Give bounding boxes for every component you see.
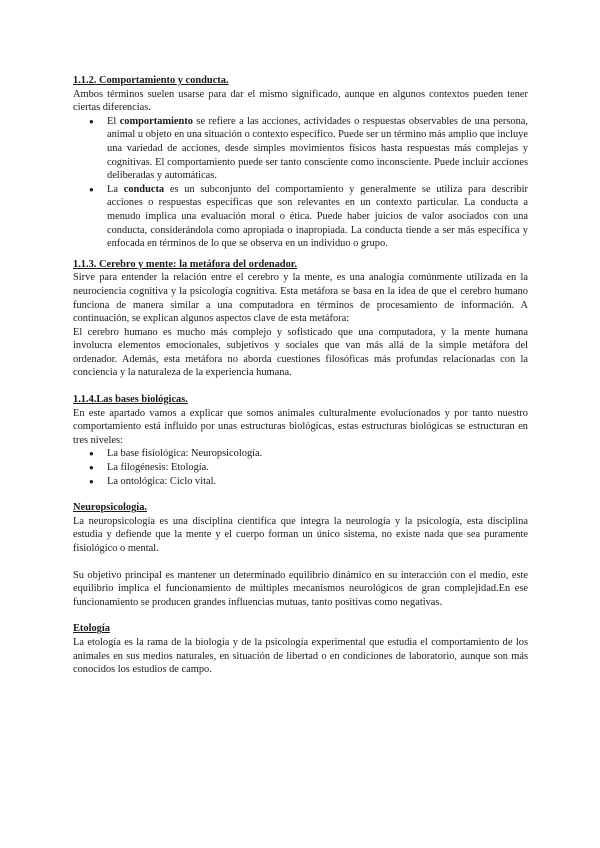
section-heading-bases-biologicas: 1.1.4.Las bases biológicas. [73, 394, 188, 406]
paragraph-metafora: Sirve para entender la relación entre el cerebro y la mente, es una analogía comúnmente utilizada en la neurociencia cognitiva y la psicología cognitiva. Esta metáfora se basa en la idea de que el cerebro humano funciona de manera similar a una computadora en términos de procesamiento de información. A continuación, se explican algunos aspectos clave de esta metáfora: [73, 272, 528, 325]
bold-term-comportamiento: comportamiento [119, 115, 193, 127]
paragraph-neuropsicologia: La neuropsicología es una disciplina científica que integra la neurología y la psicología, esta disciplina estudia y defiende que la mente y el cuerpo forman un único sistema, no existe nada que sea puramente fisiológico o mental. [73, 515, 528, 554]
paragraph-bases-biologicas: En este apartado vamos a explicar que somos animales culturalmente evolucionados y por tanto nuestro comportamiento está influido por unas estructuras biológicas, estas estructuras biológicas se estructuran en tres niveles: [73, 407, 528, 446]
list-item: ● La base fisiológica: Neuropsicología. [107, 447, 528, 461]
bold-term-conducta: conducta [123, 183, 165, 195]
list-item: ● La ontológica: Ciclo vital. [107, 475, 528, 489]
section-heading-cerebro-mente: 1.1.3. Cerebro y mente: la metáfora del ordenador. [73, 258, 298, 270]
text-span: La [107, 183, 124, 195]
list-item-conducta [107, 183, 528, 251]
bullet-list-comportamiento [73, 115, 528, 251]
section-heading-comportamiento: 1.1.2. Comportamiento y conducta. [73, 75, 229, 86]
list-item: ● La filogénesis: Etología. [107, 461, 528, 475]
section-heading-neuropsicologia: Neuropsicología. [73, 502, 147, 514]
list-item-comportamiento [107, 115, 528, 183]
paragraph-equilibrio: Su objetivo principal es mantener un determinado equilibrio dinámico en su interacción con el medio, este equilibrio implica el funcionamiento de múltiples mecanismos neurológicos de gran complejidad.En ese funcionamiento se producen grandes influencias mutuas, tanto positivas como negativas. [73, 569, 528, 608]
bullet-list-niveles [73, 447, 528, 488]
section-heading-etologia: Etología [73, 623, 110, 635]
text-span: es un subconjunto del comportamiento y generalmente se utiliza para describir acciones o respuestas específicas que son relevantes en un contexto particular. La conducta a menudo implica una evaluación moral o ética. Puede haber juicios de valor asociados con una conducta, considerándola como apropiada o inapropiada. La conducta tiende a ser más específica y enfocada en términos de lo que se observa en un individuo o grupo. [107, 183, 529, 250]
paragraph-intro-comportamiento: Ambos términos suelen usarse para dar el mismo significado, aunque en algunos contextos pueden tener ciertas diferencias. [73, 88, 528, 114]
paragraph-etologia: La etología es la rama de la biología y de la psicología experimental que estudia el comportamiento de los animales en sus medios naturales, en situación de libertad o en condiciones de laboratorio, aunque son más conocidos los estudios de campo. [73, 636, 528, 676]
text-span: El [107, 115, 120, 127]
text-span: se refiere a las acciones, actividades o respuestas observables de una persona, animal u objeto en una situación o contexto específico. Puede ser un término más amplio que incluye una variedad de acciones, desde simples movimientos físicos hasta respuestas más complejas y cognitivas. El comportamiento puede ser tanto consciente como inconsciente. Puede incluir acciones deliberadas y automáticas. [107, 115, 528, 182]
paragraph-metafora-limites: El cerebro humano es mucho más complejo y sofisticado que una computadora, y la mente humana involucra elementos emocionales, subjetivos y sociales que van más allá de la simple metáfora del ordenador. Además, esta metáfora no aborda cuestiones filosóficas más profundas relacionadas con la conciencia y la naturaleza de la experiencia humana. [73, 326, 528, 379]
